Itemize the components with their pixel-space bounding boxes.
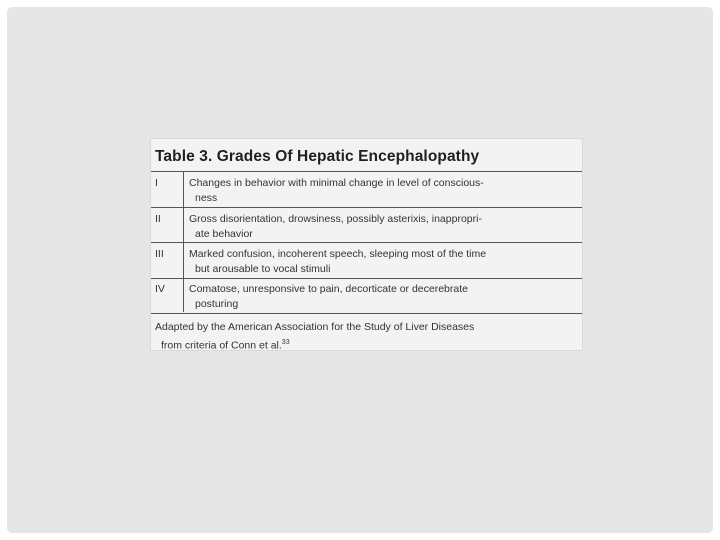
description-line: Gross disorientation, drowsiness, possibly asterixis, inappropri- [189, 213, 482, 225]
row-divider [151, 242, 582, 243]
table-top-rule [151, 171, 582, 172]
grade-description [189, 176, 581, 206]
row-divider [151, 207, 582, 208]
grade-label: IV [155, 283, 165, 295]
table-footnote [155, 319, 580, 354]
description-line: but arousable to vocal stimuli [195, 263, 331, 275]
table-bottom-rule [151, 313, 582, 314]
description-line: Marked confusion, incoherent speech, sleeping most of the time [189, 248, 487, 260]
row-divider [151, 278, 582, 279]
footnote-line [155, 335, 580, 354]
description-line: posturing [195, 298, 239, 310]
grade-description [189, 212, 581, 242]
grade-label: II [155, 213, 161, 225]
slide-background [7, 7, 713, 533]
description-line: Comatose, unresponsive to pain, decorticate or decerebrate [189, 283, 468, 295]
table-title: Table 3. Grades Of Hepatic Encephalopathy [155, 148, 480, 165]
footnote-text: from criteria of Conn et al. [161, 339, 282, 352]
grade-label: I [155, 177, 158, 189]
grade-label: III [155, 248, 164, 260]
grade-description [189, 282, 581, 312]
description-line: ate behavior [195, 228, 253, 240]
footnote-reference: 33 [281, 339, 290, 346]
footnote-line: Adapted by the American Association for the Study of Liver Diseases [155, 321, 475, 333]
table-image [150, 138, 583, 351]
description-line: Changes in behavior with minimal change in level of conscious- [189, 177, 484, 189]
grade-description [189, 247, 581, 277]
description-line: ness [195, 192, 218, 204]
